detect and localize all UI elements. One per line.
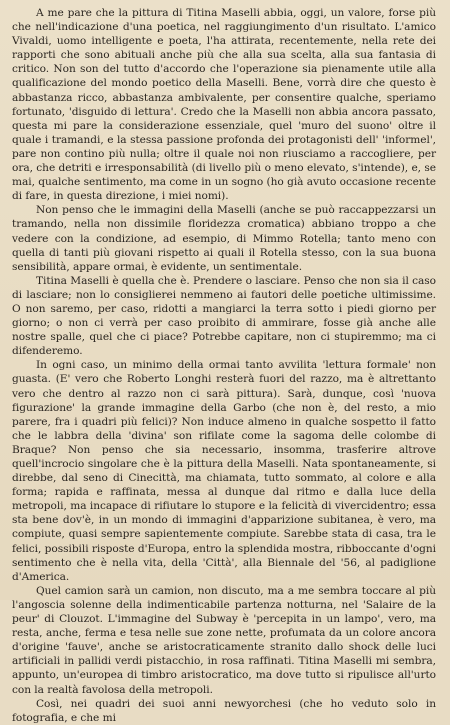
paragraph-5: Quel camion sarà un camion, non discuto, ma a me sembra toccare al più l'angoscia solenne della indimenticabile partenza notturna, nel 'Salaire de la peur' di Clouzot. L'immagine del Subway è 'percepita in un lampo', vero, ma resta, anche, ferma e tesa nelle sue zone nette, profumata da un colore ancora d'origine 'fauve', anche se aristocraticamente stranito dallo shock delle luci artificiali in pallidi verdi pistacchio, in rosa raffinati. Titina Maselli mi sembra, appunto, un'europea di timbro aristocratico, ma dove tutto si ripulisce all'urto con la realtà favolosa della metropoli.	[12, 584, 436, 696]
paragraph-3: Titina Maselli è quella che è. Prendere o lasciare. Penso che non sia il caso di lasciare; non lo consiglierei nemmeno ai fautori delle poetiche ultimissime. O non saremo, per caso, ridotti a mangiarci la terra sotto i piedi giorno per giorno; o non ci verrà per caso proibito di ammirare, fosse già anche alle nostre spalle, quel che ci piace? Potrebbe capitare, non ci stupiremmo; ma ci difenderemo.	[12, 274, 436, 358]
paragraph-4: In ogni caso, un minimo della ormai tanto avvilita 'lettura formale' non guasta. (E' vero che Roberto Longhi resterà fuori del razzo, ma è altrettanto vero che dentro al razzo non ci sarà pittura). Sarà, dunque, così 'nuova figurazione' la grande immagine della Garbo (che non è, del resto, a mio parere, fra i quadri più felici)? Non induce almeno in qualche sospetto il fatto che le labbra della 'divina' son rifilate come la sagoma delle colombe di Braque? Non penso che sia necessario, insomma, trasferire altrove quell'incrocio singolare che è la pittura della Maselli. Nata spontaneamente, si direbbe, dal seno di Cinecittà, ma chiamata, tutto sommato, al colore e alla forma; rapida e raffinata, messa al dunque dal ritmo e dalla luce della metropoli, ma incapace di rifiutare lo stupore e la felicità di vivercidentro; essa sta bene dov'è, in un mondo di immagini d'apparizione subitanea, è vero, ma compiute, quasi sempre sapientemente compiute. Sarebbe stata di casa, tra le felici, possibili risposte d'Europa, entro la splendida mostra, ribboccante d'ogni sentimento che è nella vita, della 'Città', alla Biennale del '56, al padiglione d'America.	[12, 359, 436, 583]
paragraph-6: Così, nei quadri dei suoi anni newyorchesi (che ho veduto solo in fotografia, e che mi	[12, 697, 436, 724]
paragraph-2: Non penso che le immagini della Maselli (anche se può raccappezzarsi un tramando, nella non dissimile floridezza cromatica) abbiano troppo a che vedere con la condizione, ad esempio, di Mimmo Rotella; tanto meno con quella di tanti più giovani rispetto ai quali il Rotella stesso, con la sua buona sensibilità, appare ormai, è evidente, un sentimentale.	[12, 204, 436, 273]
paragraph-1: A me pare che la pittura di Titina Maselli abbia, oggi, un valore, forse più che nell'indicazione d'una poetica, nel raggiungimento d'un risultato. L'amico Vivaldi, uomo intelligente e poeta, l'ha attirata, recentemente, nella rete dei rapporti che sono abituali anche più che alla sua scelta, alla sua fantasia di critico. Non son del tutto d'accordo che l'operazione sia pienamente utile alla qualificazione del mondo poetico della Maselli. Bene, vorrà dire che questo è abbastanza ricco, abbastanza ambivalente, per consentire qualche, speriamo fortunato, 'disguido di lettura'. Credo che la Maselli non abbia ancora passato, questa mi pare la considerazione essenziale, quel 'muro del suono' oltre il quale i tramandi, e la stessa passione profonda dei protagonisti dell' 'informel', pare non contino più nulla; oltre il quale noi non riusciamo a raccogliere, per ora, che detriti e irresponsabilità (di livello più o meno elevato, s'intende), e, se mai, qualche sentimento, ma come in un sogno (ho già avuto occasione recente di fare, in questa direzione, i miei nomi).	[12, 7, 436, 203]
